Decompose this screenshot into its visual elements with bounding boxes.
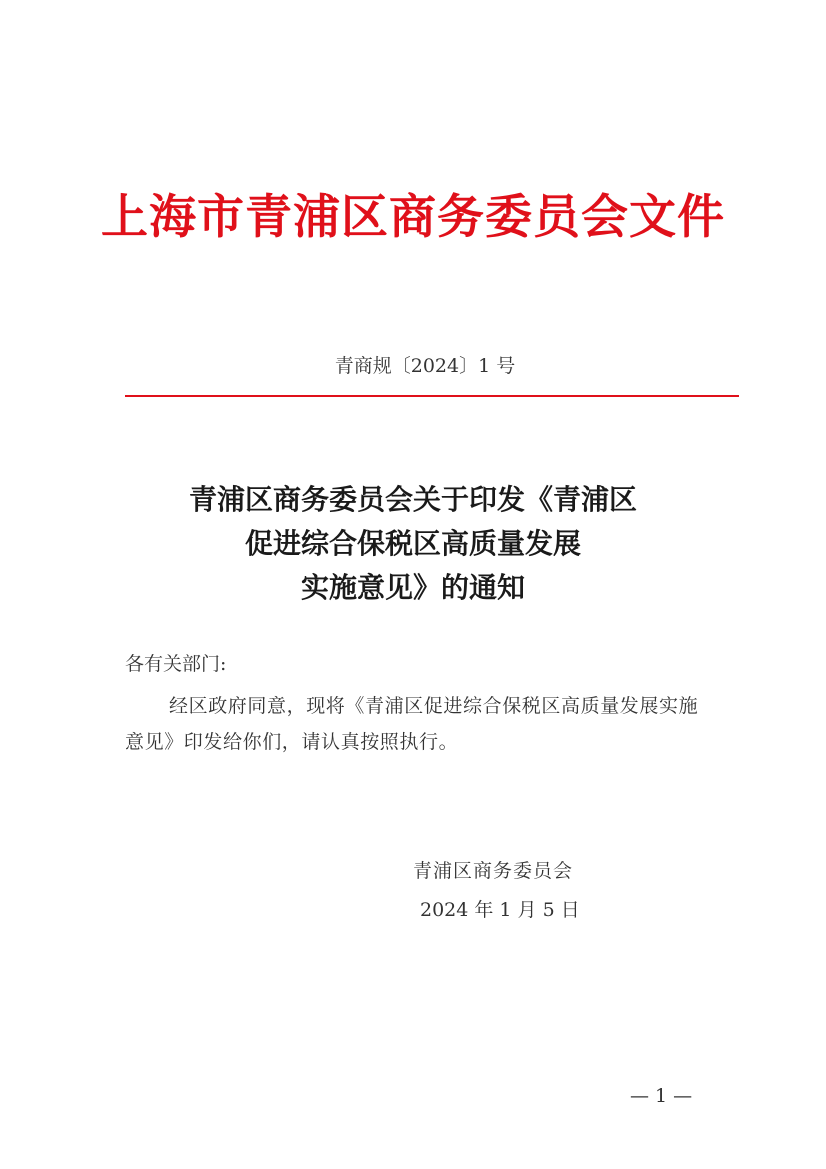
signing-organization: 青浦区商务委员会 — [413, 860, 574, 882]
notice-title — [0, 478, 826, 610]
notice-title-line: 促进综合保税区高质量发展 — [244, 527, 581, 560]
page-number: — 1 — — [630, 1085, 693, 1107]
notice-title-line: 实施意见》的通知 — [300, 571, 525, 604]
signing-date: 2024 年 1 月 5 日 — [420, 899, 580, 921]
header-divider — [125, 395, 739, 397]
document-number: 青商规〔2024〕1 号 — [334, 355, 516, 377]
body-paragraph: 经区政府同意，现将《青浦区促进综合保税区高质量发展实施意见》印发给你们，请认真按照执行。 — [125, 695, 699, 753]
salutation: 各有关部门: — [125, 653, 227, 675]
document-header-title: 上海市青浦区商务委员会文件 — [101, 190, 725, 245]
notice-title-line: 青浦区商务委员会关于印发《青浦区 — [188, 483, 637, 516]
